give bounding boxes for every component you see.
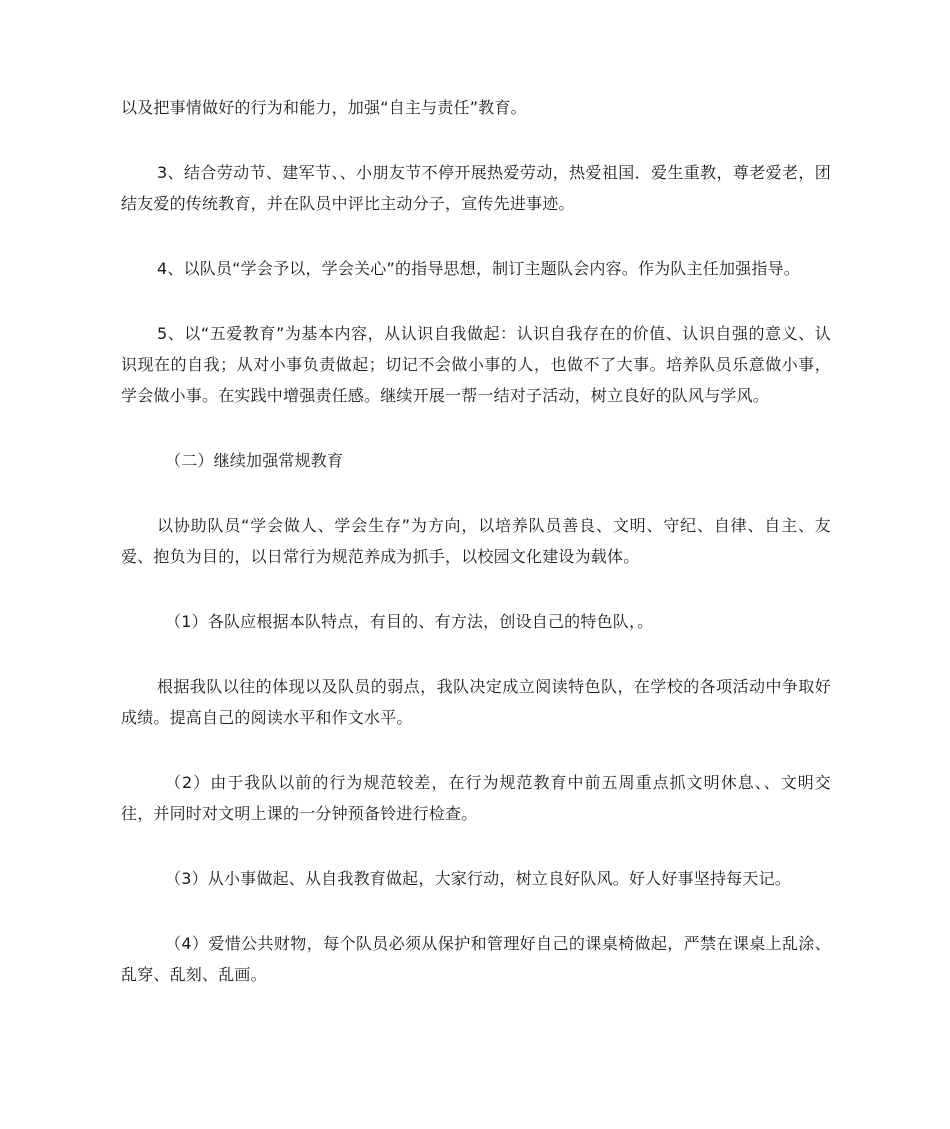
paragraph-item-4: 4、以队员“学会予以，学会关心”的指导思想，制订主题队会内容。作为队主任加强指导。: [157, 259, 800, 278]
paragraph-sub-1: （1）各队应根据本队特点，有目的、有方法，创设自己的特色队，。: [165, 612, 654, 631]
paragraph-reading-team: 根据我队以往的体现以及队员的弱点，我队决定成立阅读特色队，在学校的各项活动中争取好成绩。提高自己的阅读水平和作文水平。: [121, 677, 831, 727]
paragraph-item-3: 3、结合劳动节、建军节、、小朋友节不停开展热爱劳动，热爱祖国．爱生重教，尊老爱老，团结友爱的传统教育，并在队员中评比主动分子，宣传先进事迹。: [121, 163, 831, 213]
paragraph-continuation: 以及把事情做好的行为和能力，加强“自主与责任”教育。: [121, 98, 527, 117]
paragraph-intro: 以协助队员“学会做人、学会生存”为方向，以培养队员善良、文明、守纪、自律、自主、友爱、抱负为目的，以日常行为规范养成为抓手，以校园文化建设为载体。: [121, 516, 831, 566]
section-heading: （二）继续加强常规教育: [165, 451, 344, 470]
paragraph-sub-2: （2）由于我队以前的行为规范较差，在行为规范教育中前五周重点抓文明休息、、文明交往，并同时对文明上课的一分钟预备铃进行检查。: [121, 773, 831, 823]
paragraph-sub-4: （4）爱惜公共财物，每个队员必须从保护和管理好自己的课桌椅做起，严禁在课桌上乱涂、乱穿、乱刻、乱画。: [121, 934, 831, 984]
paragraph-sub-3: （3）从小事做起、从自我教育做起，大家行动，树立良好队风。好人好事坚持每天记。: [165, 869, 791, 888]
document-body: [121, 92, 831, 990]
paragraph-item-5: 5、以“五爱教育”为基本内容，从认识自我做起：认识自我存在的价值、认识自强的意义、认识现在的自我；从对小事负责做起；切记不会做小事的人，也做不了大事。培养队员乐意做小事，学会做小事。在实践中增强责任感。继续开展一帮一结对子活动，树立良好的队风与学风。: [121, 324, 831, 405]
